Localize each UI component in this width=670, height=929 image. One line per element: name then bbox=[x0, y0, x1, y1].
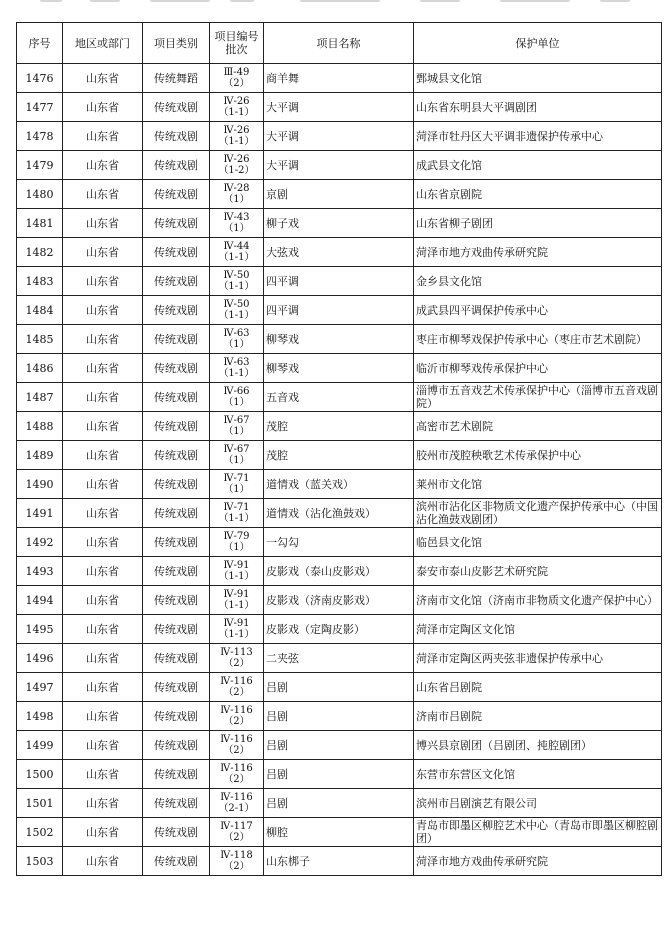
cell-unit: 胶州市茂腔秧歌艺术传承保护中心 bbox=[414, 441, 662, 470]
cell-category: 传统戏剧 bbox=[143, 586, 210, 615]
cell-code bbox=[210, 644, 264, 673]
table-row bbox=[17, 180, 662, 209]
cell-seq: 1503 bbox=[17, 847, 63, 876]
cell-region: 山东省 bbox=[63, 673, 143, 702]
cell-seq: 1486 bbox=[17, 354, 63, 383]
code-batch: （2） bbox=[223, 687, 250, 698]
code-number: Ⅳ-26 bbox=[223, 154, 250, 165]
code-number: Ⅳ-26 bbox=[223, 96, 250, 107]
cell-seq: 1501 bbox=[17, 789, 63, 818]
code-batch: （2） bbox=[223, 78, 250, 89]
previous-page-edge bbox=[0, 0, 670, 10]
cell-region: 山东省 bbox=[63, 354, 143, 383]
cell-seq: 1496 bbox=[17, 644, 63, 673]
cell-unit: 东营市东营区文化馆 bbox=[414, 760, 662, 789]
cell-unit: 金乡县文化馆 bbox=[414, 267, 662, 296]
cell-category: 传统戏剧 bbox=[143, 412, 210, 441]
cell-seq: 1494 bbox=[17, 586, 63, 615]
header-seq: 序号 bbox=[17, 23, 63, 64]
cell-name: 吕剧 bbox=[264, 760, 414, 789]
code-batch: （1-2） bbox=[218, 165, 255, 176]
code-number: Ⅳ-44 bbox=[223, 241, 250, 252]
table-row bbox=[17, 644, 662, 673]
header-region: 地区或部门 bbox=[63, 23, 143, 64]
header-row bbox=[17, 23, 662, 64]
cell-region: 山东省 bbox=[63, 847, 143, 876]
cell-region: 山东省 bbox=[63, 470, 143, 499]
cell-region: 山东省 bbox=[63, 151, 143, 180]
table-row bbox=[17, 267, 662, 296]
cell-code bbox=[210, 586, 264, 615]
cell-unit: 临沂市柳琴戏传承保护中心 bbox=[414, 354, 662, 383]
cell-region: 山东省 bbox=[63, 731, 143, 760]
cell-seq: 1498 bbox=[17, 702, 63, 731]
code-batch: （2-1） bbox=[218, 803, 255, 814]
cell-category: 传统戏剧 bbox=[143, 847, 210, 876]
header-category: 项目类别 bbox=[143, 23, 210, 64]
cell-region: 山东省 bbox=[63, 644, 143, 673]
cell-category: 传统戏剧 bbox=[143, 238, 210, 267]
table-row bbox=[17, 296, 662, 325]
table-row bbox=[17, 122, 662, 151]
code-number: Ⅳ-116 bbox=[220, 734, 253, 745]
table-row bbox=[17, 557, 662, 586]
cell-region: 山东省 bbox=[63, 209, 143, 238]
cell-name: 大平调 bbox=[264, 122, 414, 151]
cell-category: 传统戏剧 bbox=[143, 470, 210, 499]
table-row bbox=[17, 93, 662, 122]
cell-name: 一勾勾 bbox=[264, 528, 414, 557]
table-row bbox=[17, 238, 662, 267]
cell-code bbox=[210, 122, 264, 151]
cell-region: 山东省 bbox=[63, 412, 143, 441]
code-batch: （2） bbox=[223, 832, 250, 843]
cell-name: 柳腔 bbox=[264, 818, 414, 847]
cell-seq: 1491 bbox=[17, 499, 63, 528]
cell-code bbox=[210, 383, 264, 412]
cell-seq: 1484 bbox=[17, 296, 63, 325]
table-row bbox=[17, 441, 662, 470]
cell-name: 皮影戏（济南皮影戏） bbox=[264, 586, 414, 615]
cell-category: 传统戏剧 bbox=[143, 354, 210, 383]
cell-unit: 滨州市沾化区非物质文化遗产保护传承中心（中国沾化渔鼓戏剧团） bbox=[414, 499, 662, 528]
cell-code bbox=[210, 267, 264, 296]
table-row bbox=[17, 731, 662, 760]
cell-name: 大弦戏 bbox=[264, 238, 414, 267]
cell-seq: 1502 bbox=[17, 818, 63, 847]
cell-code bbox=[210, 441, 264, 470]
cell-unit: 菏泽市定陶区两夹弦非遗保护传承中心 bbox=[414, 644, 662, 673]
code-batch: （1） bbox=[223, 484, 250, 495]
cell-region: 山东省 bbox=[63, 760, 143, 789]
cell-code bbox=[210, 93, 264, 122]
cell-category: 传统戏剧 bbox=[143, 267, 210, 296]
cell-unit: 滨州市吕剧演艺有限公司 bbox=[414, 789, 662, 818]
cell-unit: 高密市艺术剧院 bbox=[414, 412, 662, 441]
cell-seq: 1482 bbox=[17, 238, 63, 267]
code-number: Ⅳ-28 bbox=[223, 183, 250, 194]
cell-region: 山东省 bbox=[63, 267, 143, 296]
code-number: Ⅳ-71 bbox=[223, 502, 250, 513]
code-number: Ⅳ-67 bbox=[223, 415, 250, 426]
header-name: 项目名称 bbox=[264, 23, 414, 64]
cell-category: 传统戏剧 bbox=[143, 702, 210, 731]
heritage-table bbox=[16, 22, 662, 876]
table-row bbox=[17, 325, 662, 354]
cell-name: 五音戏 bbox=[264, 383, 414, 412]
table-row bbox=[17, 615, 662, 644]
cell-name: 柳子戏 bbox=[264, 209, 414, 238]
cell-name: 吕剧 bbox=[264, 673, 414, 702]
cell-unit: 泰安市泰山皮影艺术研究院 bbox=[414, 557, 662, 586]
code-number: Ⅳ-66 bbox=[223, 386, 250, 397]
table-row bbox=[17, 499, 662, 528]
cell-name: 皮影戏（泰山皮影戏） bbox=[264, 557, 414, 586]
cell-category: 传统戏剧 bbox=[143, 615, 210, 644]
table-row bbox=[17, 818, 662, 847]
cell-category: 传统戏剧 bbox=[143, 499, 210, 528]
code-number: Ⅳ-116 bbox=[220, 763, 253, 774]
code-number: Ⅳ-118 bbox=[220, 850, 253, 861]
table-row bbox=[17, 789, 662, 818]
code-batch: （1-1） bbox=[218, 310, 255, 321]
code-number: Ⅳ-116 bbox=[220, 792, 253, 803]
cell-unit: 济南市文化馆（济南市非物质文化遗产保护中心） bbox=[414, 586, 662, 615]
table-row bbox=[17, 702, 662, 731]
code-number: Ⅳ-50 bbox=[223, 299, 250, 310]
cell-unit: 枣庄市柳琴戏保护传承中心（枣庄市艺术剧院） bbox=[414, 325, 662, 354]
cell-category: 传统戏剧 bbox=[143, 789, 210, 818]
code-number: Ⅳ-63 bbox=[223, 357, 250, 368]
cell-code bbox=[210, 818, 264, 847]
cell-region: 山东省 bbox=[63, 441, 143, 470]
code-batch: （1） bbox=[223, 194, 250, 205]
code-number: Ⅳ-63 bbox=[223, 328, 250, 339]
code-batch: （1-1） bbox=[218, 368, 255, 379]
cell-region: 山东省 bbox=[63, 615, 143, 644]
cell-name: 道情戏（沾化渔鼓戏） bbox=[264, 499, 414, 528]
cell-name: 大平调 bbox=[264, 93, 414, 122]
cell-code bbox=[210, 470, 264, 499]
cell-code bbox=[210, 615, 264, 644]
cell-region: 山东省 bbox=[63, 180, 143, 209]
code-batch: （2） bbox=[223, 745, 250, 756]
cell-category: 传统戏剧 bbox=[143, 644, 210, 673]
table-row bbox=[17, 151, 662, 180]
cell-code bbox=[210, 847, 264, 876]
cell-code bbox=[210, 209, 264, 238]
code-batch: （2） bbox=[223, 861, 250, 872]
cell-category: 传统戏剧 bbox=[143, 209, 210, 238]
cell-region: 山东省 bbox=[63, 325, 143, 354]
cell-unit: 菏泽市地方戏曲传承研究院 bbox=[414, 238, 662, 267]
cell-code bbox=[210, 238, 264, 267]
cell-name: 柳琴戏 bbox=[264, 325, 414, 354]
cell-category: 传统戏剧 bbox=[143, 325, 210, 354]
cell-seq: 1499 bbox=[17, 731, 63, 760]
cell-name: 吕剧 bbox=[264, 702, 414, 731]
code-number: Ⅳ-71 bbox=[223, 473, 250, 484]
cell-category: 传统戏剧 bbox=[143, 557, 210, 586]
cell-seq: 1489 bbox=[17, 441, 63, 470]
cell-region: 山东省 bbox=[63, 528, 143, 557]
table-header bbox=[17, 23, 662, 64]
code-number: Ⅳ-26 bbox=[223, 125, 250, 136]
cell-seq: 1487 bbox=[17, 383, 63, 412]
cell-name: 四平调 bbox=[264, 267, 414, 296]
code-number: Ⅳ-113 bbox=[220, 647, 253, 658]
cell-code bbox=[210, 499, 264, 528]
cell-code bbox=[210, 731, 264, 760]
cell-seq: 1478 bbox=[17, 122, 63, 151]
code-number: Ⅳ-91 bbox=[223, 560, 250, 571]
cell-code bbox=[210, 760, 264, 789]
code-batch: （1-1） bbox=[218, 571, 255, 582]
cell-category: 传统戏剧 bbox=[143, 180, 210, 209]
cell-code bbox=[210, 557, 264, 586]
cell-seq: 1495 bbox=[17, 615, 63, 644]
cell-region: 山东省 bbox=[63, 93, 143, 122]
cell-name: 二夹弦 bbox=[264, 644, 414, 673]
code-batch: （1） bbox=[223, 339, 250, 350]
cell-unit: 山东省京剧院 bbox=[414, 180, 662, 209]
cell-name: 四平调 bbox=[264, 296, 414, 325]
table-row bbox=[17, 760, 662, 789]
cell-seq: 1476 bbox=[17, 64, 63, 93]
table-row bbox=[17, 847, 662, 876]
code-number: Ⅳ-50 bbox=[223, 270, 250, 281]
cell-seq: 1481 bbox=[17, 209, 63, 238]
cell-seq: 1485 bbox=[17, 325, 63, 354]
cell-region: 山东省 bbox=[63, 122, 143, 151]
table-row bbox=[17, 673, 662, 702]
cell-region: 山东省 bbox=[63, 64, 143, 93]
cell-unit: 成武县文化馆 bbox=[414, 151, 662, 180]
code-batch: （1-1） bbox=[218, 252, 255, 263]
code-batch: （1） bbox=[223, 542, 250, 553]
cell-name: 道情戏（蓝关戏） bbox=[264, 470, 414, 499]
table-row bbox=[17, 383, 662, 412]
cell-region: 山东省 bbox=[63, 238, 143, 267]
cell-unit: 山东省东明县大平调剧团 bbox=[414, 93, 662, 122]
table-row bbox=[17, 209, 662, 238]
cell-code bbox=[210, 151, 264, 180]
cell-category: 传统戏剧 bbox=[143, 122, 210, 151]
cell-unit: 鄄城县文化馆 bbox=[414, 64, 662, 93]
cell-code bbox=[210, 412, 264, 441]
cell-unit: 菏泽市地方戏曲传承研究院 bbox=[414, 847, 662, 876]
cell-code bbox=[210, 702, 264, 731]
cell-unit: 山东省柳子剧团 bbox=[414, 209, 662, 238]
cell-seq: 1492 bbox=[17, 528, 63, 557]
code-batch: （1-1） bbox=[218, 107, 255, 118]
cell-seq: 1479 bbox=[17, 151, 63, 180]
cell-seq: 1480 bbox=[17, 180, 63, 209]
code-number: Ⅳ-91 bbox=[223, 618, 250, 629]
cell-code bbox=[210, 528, 264, 557]
header-unit: 保护单位 bbox=[414, 23, 662, 64]
table-row bbox=[17, 528, 662, 557]
code-batch: （2） bbox=[223, 658, 250, 669]
cell-unit: 青岛市即墨区柳腔艺术中心（青岛市即墨区柳腔剧团） bbox=[414, 818, 662, 847]
cell-name: 商羊舞 bbox=[264, 64, 414, 93]
cell-seq: 1500 bbox=[17, 760, 63, 789]
cell-code bbox=[210, 296, 264, 325]
cell-region: 山东省 bbox=[63, 296, 143, 325]
cell-category: 传统戏剧 bbox=[143, 383, 210, 412]
table-row bbox=[17, 586, 662, 615]
cell-name: 京剧 bbox=[264, 180, 414, 209]
code-batch: （1） bbox=[223, 397, 250, 408]
code-number: Ⅳ-43 bbox=[223, 212, 250, 223]
cell-category: 传统戏剧 bbox=[143, 528, 210, 557]
cell-category: 传统戏剧 bbox=[143, 151, 210, 180]
cell-code bbox=[210, 673, 264, 702]
code-number: Ⅳ-116 bbox=[220, 705, 253, 716]
table-row bbox=[17, 354, 662, 383]
code-batch: （1-1） bbox=[218, 629, 255, 640]
table-row bbox=[17, 470, 662, 499]
cell-code bbox=[210, 354, 264, 383]
code-number: Ⅳ-116 bbox=[220, 676, 253, 687]
cell-unit: 山东省吕剧院 bbox=[414, 673, 662, 702]
code-batch: （1-1） bbox=[218, 513, 255, 524]
cell-category: 传统戏剧 bbox=[143, 296, 210, 325]
cell-seq: 1477 bbox=[17, 93, 63, 122]
code-batch: （1） bbox=[223, 455, 250, 466]
cell-name: 吕剧 bbox=[264, 731, 414, 760]
cell-seq: 1493 bbox=[17, 557, 63, 586]
cell-name: 山东梆子 bbox=[264, 847, 414, 876]
cell-category: 传统舞蹈 bbox=[143, 64, 210, 93]
cell-name: 皮影戏（定陶皮影） bbox=[264, 615, 414, 644]
cell-unit: 菏泽市定陶区文化馆 bbox=[414, 615, 662, 644]
cell-seq: 1483 bbox=[17, 267, 63, 296]
cell-unit: 莱州市文化馆 bbox=[414, 470, 662, 499]
code-number: Ⅳ-91 bbox=[223, 589, 250, 600]
cell-region: 山东省 bbox=[63, 557, 143, 586]
cell-seq: 1490 bbox=[17, 470, 63, 499]
cell-name: 吕剧 bbox=[264, 789, 414, 818]
code-number: Ⅳ-79 bbox=[223, 531, 250, 542]
table-body bbox=[17, 64, 662, 876]
cell-code bbox=[210, 325, 264, 354]
cell-code bbox=[210, 180, 264, 209]
cell-region: 山东省 bbox=[63, 818, 143, 847]
cell-category: 传统戏剧 bbox=[143, 818, 210, 847]
code-batch: （2） bbox=[223, 774, 250, 785]
code-batch: （2） bbox=[223, 716, 250, 727]
code-batch: （1） bbox=[223, 426, 250, 437]
cell-seq: 1497 bbox=[17, 673, 63, 702]
cell-unit: 临邑县文化馆 bbox=[414, 528, 662, 557]
code-batch: （1-1） bbox=[218, 281, 255, 292]
cell-category: 传统戏剧 bbox=[143, 731, 210, 760]
cell-region: 山东省 bbox=[63, 383, 143, 412]
cell-category: 传统戏剧 bbox=[143, 93, 210, 122]
cell-code bbox=[210, 789, 264, 818]
cell-name: 大平调 bbox=[264, 151, 414, 180]
cell-name: 柳琴戏 bbox=[264, 354, 414, 383]
cell-category: 传统戏剧 bbox=[143, 673, 210, 702]
code-number: Ⅳ-67 bbox=[223, 444, 250, 455]
cell-unit: 淄博市五音戏艺术传承保护中心（淄博市五音戏剧院） bbox=[414, 383, 662, 412]
cell-category: 传统戏剧 bbox=[143, 441, 210, 470]
code-number: Ⅲ-49 bbox=[223, 67, 250, 78]
cell-seq: 1488 bbox=[17, 412, 63, 441]
cell-name: 茂腔 bbox=[264, 441, 414, 470]
table-row bbox=[17, 64, 662, 93]
cell-category: 传统戏剧 bbox=[143, 760, 210, 789]
code-batch: （1-1） bbox=[218, 600, 255, 611]
cell-unit: 济南市吕剧院 bbox=[414, 702, 662, 731]
cell-unit: 成武县四平调保护传承中心 bbox=[414, 296, 662, 325]
code-batch: （1-1） bbox=[218, 136, 255, 147]
code-batch: （1） bbox=[223, 223, 250, 234]
cell-region: 山东省 bbox=[63, 499, 143, 528]
cell-unit: 博兴县京剧团（吕剧团、扽腔剧团） bbox=[414, 731, 662, 760]
cell-region: 山东省 bbox=[63, 586, 143, 615]
cell-code bbox=[210, 64, 264, 93]
table-row bbox=[17, 412, 662, 441]
cell-region: 山东省 bbox=[63, 702, 143, 731]
header-code: 项目编号批次 bbox=[210, 23, 264, 64]
code-number: Ⅳ-117 bbox=[220, 821, 253, 832]
cell-unit: 菏泽市牡丹区大平调非遗保护传承中心 bbox=[414, 122, 662, 151]
cell-region: 山东省 bbox=[63, 789, 143, 818]
cell-name: 茂腔 bbox=[264, 412, 414, 441]
